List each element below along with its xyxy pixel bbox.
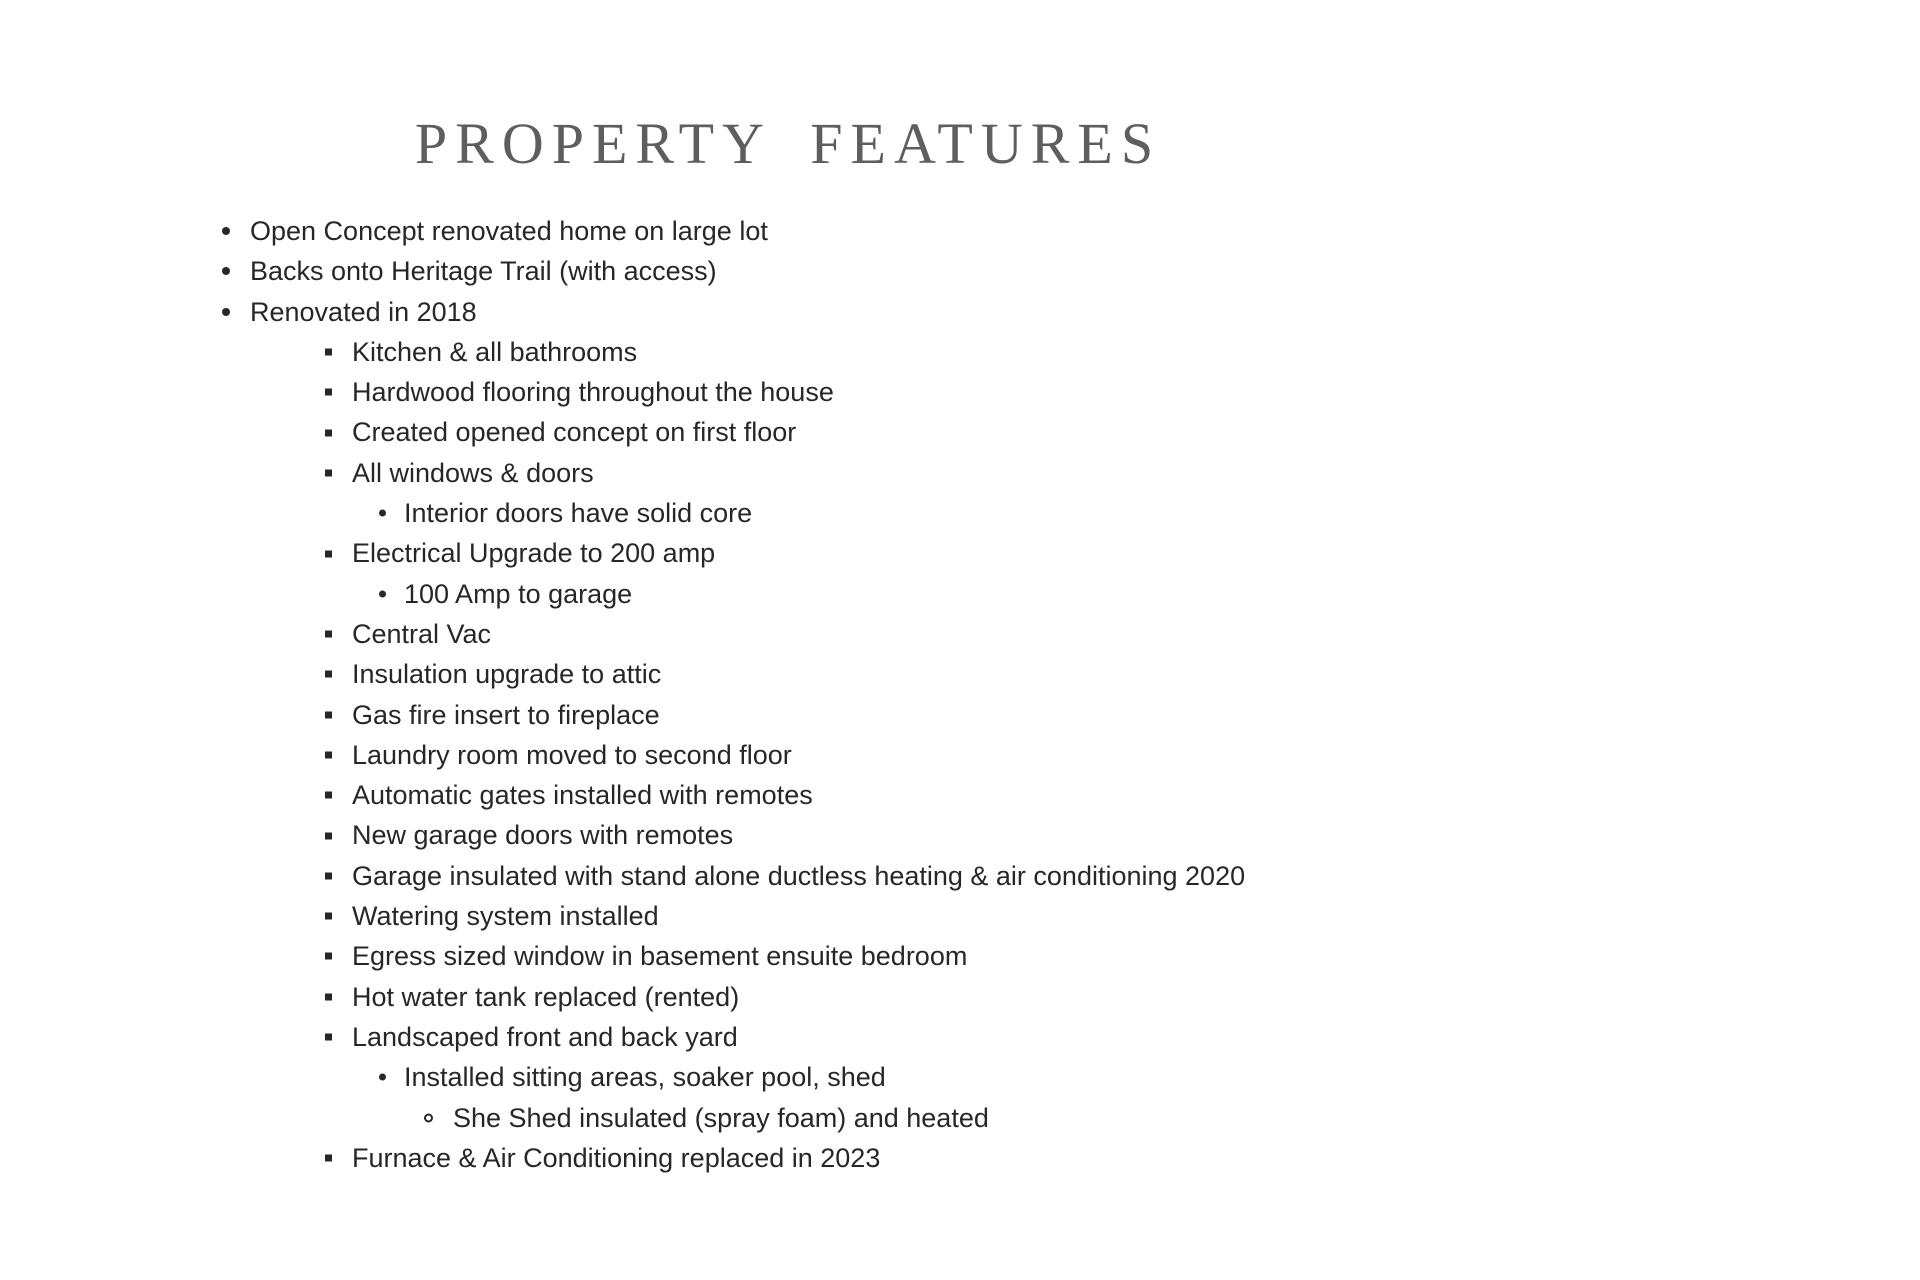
feature-item [0,372,1920,412]
bullet-square-icon [325,913,332,920]
feature-text: Garage insulated with stand alone ductless heating & air conditioning 2020 [352,860,1246,891]
feature-text: Automatic gates installed with remotes [352,780,813,811]
feature-item [0,1138,1920,1178]
feature-text: Kitchen & all bathrooms [352,336,638,367]
feature-item [0,614,1920,654]
feature-text: All windows & doors [352,457,594,488]
feature-text: Furnace & Air Conditioning replaced in 2023 [352,1142,881,1173]
bullet-square-icon [325,1034,332,1041]
feature-item [0,896,1920,936]
features-list [0,211,1920,1178]
feature-item [0,977,1920,1017]
feature-text: Interior doors have solid core [404,498,753,529]
bullet-circle-icon [424,1113,433,1122]
bullet-square-icon [325,631,332,638]
bullet-disc-icon [222,267,230,275]
feature-item [0,493,1920,533]
feature-text: Hot water tank replaced (rented) [352,981,740,1012]
bullet-disc-icon [222,227,230,235]
bullet-square-icon [325,752,332,759]
bullet-square-icon [325,993,332,1000]
feature-item [0,654,1920,694]
feature-item [0,735,1920,775]
bullet-disc-icon [222,308,230,316]
feature-text: Watering system installed [352,901,659,932]
feature-item [0,211,1920,251]
feature-item [0,533,1920,573]
bullet-square-icon [325,349,332,356]
feature-item [0,332,1920,372]
feature-text: Electrical Upgrade to 200 amp [352,538,716,569]
feature-item [0,775,1920,815]
bullet-square-icon [325,872,332,879]
feature-item [0,1057,1920,1097]
bullet-square-icon [325,832,332,839]
bullet-square-icon [325,671,332,678]
feature-text: New garage doors with remotes [352,820,734,851]
feature-text: Landscaped front and back yard [352,1021,738,1052]
feature-item [0,936,1920,976]
bullet-square-icon [325,953,332,960]
feature-item [0,574,1920,614]
feature-item [0,412,1920,452]
bullet-disc-icon [379,590,386,597]
bullet-square-icon [325,711,332,718]
feature-item [0,695,1920,735]
feature-text: She Shed insulated (spray foam) and heated [453,1102,989,1133]
bullet-square-icon [325,792,332,799]
bullet-square-icon [325,550,332,557]
feature-text: Central Vac [352,618,492,649]
bullet-disc-icon [379,1074,386,1081]
feature-text: Hardwood flooring throughout the house [352,377,834,408]
feature-text: Installed sitting areas, soaker pool, shed [404,1062,886,1093]
feature-item [0,1017,1920,1057]
feature-text: Created opened concept on first floor [352,417,797,448]
bullet-disc-icon [379,510,386,517]
feature-text: Laundry room moved to second floor [352,739,792,770]
feature-item [0,1098,1920,1138]
feature-item [0,453,1920,493]
bullet-square-icon [325,429,332,436]
feature-text: Egress sized window in basement ensuite bedroom [352,941,968,972]
feature-text: Backs onto Heritage Trail (with access) [250,256,717,287]
bullet-square-icon [325,389,332,396]
feature-item [0,815,1920,855]
bullet-square-icon [325,469,332,476]
feature-item [0,251,1920,291]
feature-text: Renovated in 2018 [250,296,477,327]
feature-text: Open Concept renovated home on large lot [250,216,768,246]
bullet-square-icon [325,1154,332,1161]
feature-text: Insulation upgrade to attic [352,659,662,690]
feature-text: 100 Amp to garage [404,578,633,609]
feature-item [0,292,1920,332]
page-title: PROPERTY FEATURES [414,111,1162,176]
feature-text: Gas fire insert to fireplace [352,699,660,730]
feature-item [0,856,1920,896]
